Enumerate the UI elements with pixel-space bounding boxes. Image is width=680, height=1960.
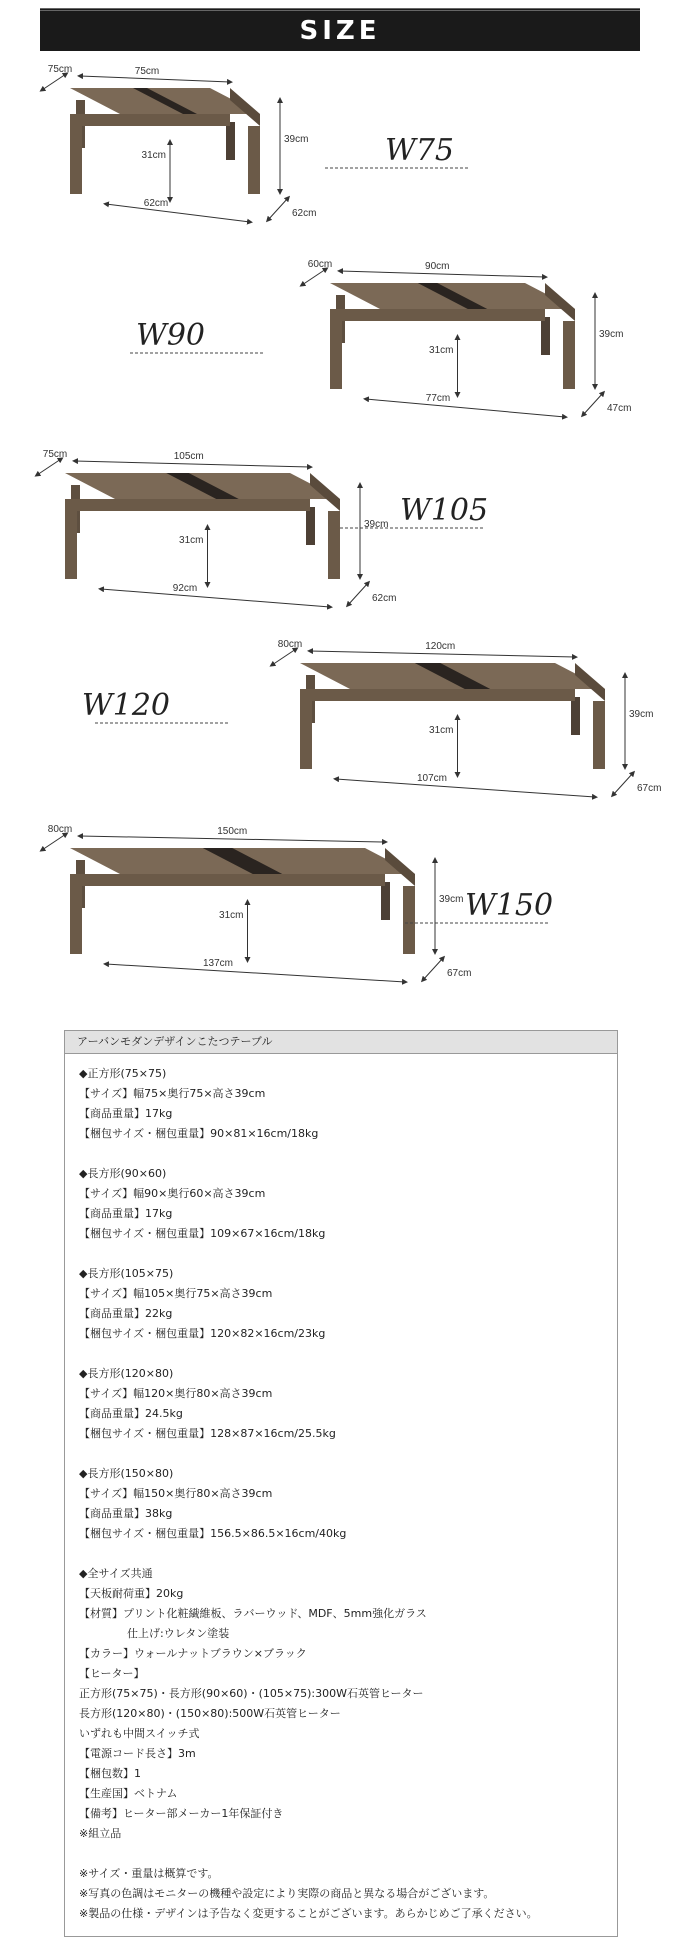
- leg-span-width-label: 92cm: [172, 583, 198, 594]
- spec-line: 【梱包サイズ・梱包重量】128×87×16cm/25.5kg: [79, 1427, 336, 1440]
- leg-height-label: 31cm: [141, 150, 166, 161]
- leg-span-width-dim-line: [336, 779, 595, 797]
- table-drawing: [42, 64, 470, 222]
- spec-note: ※サイズ・重量は概算です。: [79, 1867, 219, 1880]
- depth-dim-line: [42, 834, 66, 850]
- depth-label: 75cm: [47, 64, 73, 75]
- spec-line: ◆長方形(105×75): [79, 1267, 174, 1280]
- common-material: 【材質】プリント化粧繊維板、ラバーウッド、MDF、5mm強化ガラス: [79, 1607, 427, 1620]
- common-remarks: 【備考】ヒーター部メーカー1年保証付き: [79, 1807, 284, 1820]
- spec-line: 【サイズ】幅120×奥行80×高さ39cm: [79, 1387, 273, 1400]
- common-packages: 【梱包数】1: [79, 1767, 141, 1780]
- height-label: 39cm: [629, 709, 654, 720]
- spec-line: ◆長方形(90×60): [79, 1167, 167, 1180]
- spec-line: 【サイズ】幅75×奥行75×高さ39cm: [79, 1087, 266, 1100]
- depth-dim-line: [37, 459, 61, 475]
- spec-line: 【梱包サイズ・梱包重量】120×82×16cm/23kg: [79, 1327, 326, 1340]
- width-label: 150cm: [217, 826, 248, 837]
- width-label: 105cm: [173, 451, 204, 462]
- spec-line: 【商品重量】24.5kg: [79, 1407, 183, 1420]
- common-load: 【天板耐荷重】20kg: [79, 1587, 184, 1600]
- common-origin: 【生産国】ベトナム: [79, 1787, 178, 1800]
- width-label: 90cm: [425, 261, 450, 272]
- spec-note: ※写真の色調はモニターの機種や設定により実際の商品と異なる場合がございます。: [79, 1887, 495, 1900]
- table-leg-back: [226, 122, 235, 160]
- leg-span-width-dim-line: [366, 399, 565, 417]
- spec-line: ◆長方形(120×80): [79, 1367, 174, 1380]
- spec-line: 【サイズ】幅105×奥行75×高さ39cm: [79, 1287, 273, 1300]
- table-leg-back: [306, 507, 315, 545]
- spec-line: 【サイズ】幅90×奥行60×高さ39cm: [79, 1187, 266, 1200]
- spec-section: [79, 1464, 603, 1544]
- leg-span-depth-dim-line: [348, 583, 368, 605]
- depth-dim-line: [272, 649, 296, 665]
- table-leg-front: [65, 511, 77, 579]
- table-front-edge: [300, 689, 575, 701]
- table-leg-front: [300, 701, 312, 769]
- common-cord: 【電源コード長さ】3m: [79, 1747, 196, 1760]
- table-front-edge: [70, 874, 385, 886]
- leg-span-width-dim-line: [101, 589, 330, 607]
- leg-span-width-dim-line: [106, 204, 250, 222]
- leg-span-depth-label: 67cm: [447, 968, 472, 979]
- common-heater-b: 長方形(120×80)・(150×80):500W石英管ヒーター: [79, 1707, 341, 1720]
- table-leg-front: [330, 321, 342, 389]
- table-leg-back: [571, 697, 580, 735]
- leg-height-label: 31cm: [429, 345, 454, 356]
- spec-line: ◆長方形(150×80): [79, 1467, 174, 1480]
- leg-span-depth-dim-line: [613, 773, 633, 795]
- leg-span-depth-label: 62cm: [292, 208, 317, 219]
- table-leg-back: [541, 317, 550, 355]
- leg-span-depth-label: 47cm: [607, 403, 632, 414]
- banner-title: SIZE: [299, 16, 381, 46]
- table-leg-back: [381, 882, 390, 920]
- spec-line: 【梱包サイズ・梱包重量】90×81×16cm/18kg: [79, 1127, 319, 1140]
- table-leg-front: [593, 701, 605, 769]
- leg-span-depth-label: 67cm: [637, 783, 662, 794]
- spec-section: [79, 1064, 603, 1144]
- depth-label: 60cm: [307, 259, 333, 270]
- table-drawing: [130, 259, 631, 417]
- spec-body: [65, 1054, 617, 1934]
- model-label: W120: [81, 688, 170, 723]
- spec-line: 【商品重量】17kg: [79, 1207, 173, 1220]
- height-label: 39cm: [284, 134, 309, 145]
- leg-height-label: 31cm: [179, 535, 204, 546]
- leg-span-depth-dim-line: [268, 198, 288, 220]
- height-label: 39cm: [599, 329, 624, 340]
- spec-section: [79, 1164, 603, 1244]
- spec-line: ◆正方形(75×75): [79, 1067, 167, 1080]
- table-front-edge: [330, 309, 545, 321]
- table-drawing: [37, 449, 488, 607]
- table-drawing: [42, 824, 553, 982]
- spec-line: 【商品重量】22kg: [79, 1307, 173, 1320]
- depth-dim-line: [302, 269, 326, 285]
- depth-label: 80cm: [47, 824, 73, 835]
- spec-header: アーバンモダンデザインこたつテーブル: [65, 1031, 617, 1054]
- spec-line: 【梱包サイズ・梱包重量】156.5×86.5×16cm/40kg: [79, 1527, 347, 1540]
- leg-span-width-label: 107cm: [416, 773, 448, 784]
- table-leg-front: [403, 886, 415, 954]
- common-heater: 【ヒーター】: [79, 1667, 145, 1680]
- table-leg-front: [70, 886, 82, 954]
- width-label: 120cm: [425, 641, 456, 652]
- spec-section: [79, 1364, 603, 1444]
- model-label: W150: [465, 888, 554, 923]
- table-drawing: [82, 639, 662, 797]
- leg-span-depth-label: 62cm: [372, 593, 397, 604]
- depth-dim-line: [42, 74, 66, 90]
- model-label: W105: [400, 493, 489, 528]
- model-label: W75: [385, 133, 455, 168]
- width-label: 75cm: [134, 66, 160, 77]
- spec-section: [79, 1264, 603, 1344]
- leg-span-width-label: 137cm: [202, 958, 234, 969]
- common-heater-a: 正方形(75×75)・長方形(90×60)・(105×75):300W石英管ヒーター: [79, 1687, 424, 1700]
- leg-span-width-label: 77cm: [425, 393, 451, 404]
- depth-label: 80cm: [277, 639, 303, 650]
- leg-span-width-dim-line: [106, 964, 405, 982]
- common-color: 【カラー】ウォールナットブラウン×ブラック: [79, 1647, 307, 1660]
- model-label: W90: [135, 318, 205, 353]
- spec-line: 【商品重量】38kg: [79, 1507, 173, 1520]
- height-label: 39cm: [364, 519, 389, 530]
- spec-box: [64, 1030, 618, 1937]
- leg-span-width-label: 62cm: [143, 198, 169, 209]
- leg-span-depth-dim-line: [583, 393, 603, 415]
- depth-label: 75cm: [42, 449, 68, 460]
- spec-common: [79, 1564, 603, 1844]
- spec-line: 【サイズ】幅150×奥行80×高さ39cm: [79, 1487, 273, 1500]
- leg-span-depth-dim-line: [423, 958, 443, 980]
- spec-note: ※製品の仕様・デザインは予告なく変更することがございます。あらかじめご了承ください。: [79, 1907, 538, 1920]
- table-leg-front: [563, 321, 575, 389]
- height-label: 39cm: [439, 894, 464, 905]
- spec-notes: [79, 1864, 603, 1924]
- spec-sections: [79, 1064, 603, 1544]
- table-leg-front: [248, 126, 260, 194]
- table-front-edge: [65, 499, 310, 511]
- common-title: ◆全サイズ共通: [79, 1567, 153, 1580]
- common-assembly: ※組立品: [79, 1827, 122, 1840]
- common-switch: いずれも中間スイッチ式: [79, 1727, 200, 1740]
- spec-line: 【商品重量】17kg: [79, 1107, 173, 1120]
- common-finish: 仕上げ:ウレタン塗装: [127, 1627, 230, 1640]
- table-front-edge: [70, 114, 230, 126]
- leg-height-label: 31cm: [219, 910, 244, 921]
- spec-line: 【梱包サイズ・梱包重量】109×67×16cm/18kg: [79, 1227, 326, 1240]
- leg-height-label: 31cm: [429, 725, 454, 736]
- table-leg-front: [70, 126, 82, 194]
- table-leg-front: [328, 511, 340, 579]
